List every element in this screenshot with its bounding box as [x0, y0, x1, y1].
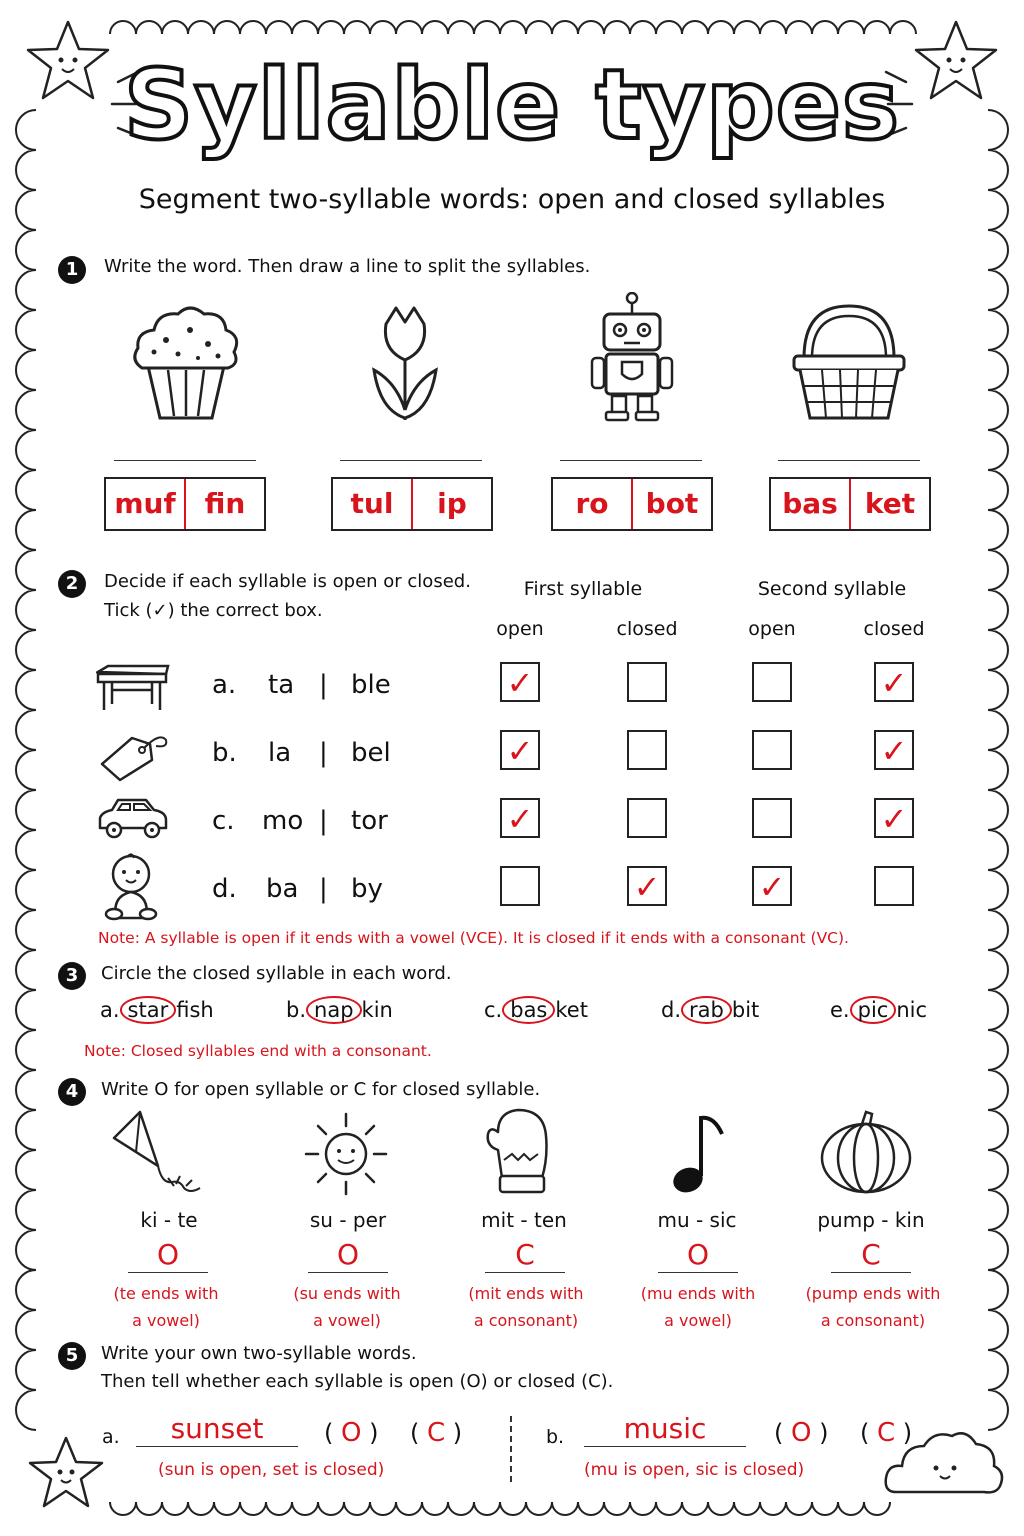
- cupcake-icon: [128, 300, 242, 422]
- circled-syllable[interactable]: nap: [306, 996, 362, 1024]
- syllable-separator: |: [319, 738, 328, 768]
- label-tag-icon: [98, 730, 170, 782]
- circle-word: e. pic nic: [830, 998, 928, 1022]
- answer-explanation: (pump ends with a consonant): [805, 1284, 941, 1330]
- section-5-number: 5: [58, 1342, 86, 1370]
- section-2-note: Note: A syllable is open if it ends with a vowel (VCE). It is closed if it ends with a consonant (VC).: [98, 929, 849, 947]
- syllable-part: ip: [411, 479, 491, 529]
- syllable-separator: |: [319, 806, 328, 836]
- tick-box[interactable]: [752, 662, 792, 702]
- syllable-word: su - per: [309, 1208, 387, 1232]
- closed-choice[interactable]: ( C ): [410, 1418, 463, 1448]
- open-header: open: [748, 618, 796, 640]
- tick-box[interactable]: ✓: [874, 662, 914, 702]
- circled-syllable[interactable]: star: [120, 996, 177, 1024]
- syllable-word: mit - ten: [481, 1208, 567, 1232]
- syllable-separator: |: [319, 670, 328, 700]
- syllable-separator: |: [319, 874, 328, 904]
- answer-field[interactable]: O: [658, 1238, 738, 1273]
- syllable-word: pump - kin: [817, 1208, 925, 1232]
- tick-box[interactable]: ✓: [874, 798, 914, 838]
- baby-icon: [104, 852, 158, 922]
- tick-box[interactable]: [627, 798, 667, 838]
- kite-icon: [110, 1110, 202, 1196]
- row-letter: c.: [212, 806, 235, 836]
- section-2-instruction: Decide if each syllable is open or closed.: [104, 571, 471, 592]
- car-icon: [96, 796, 170, 842]
- syllable-split-box: [769, 477, 931, 531]
- tick-box[interactable]: [500, 866, 540, 906]
- section-4-instruction: Write O for open syllable or C for closed syllable.: [101, 1079, 541, 1100]
- circle-word: a. star fish: [100, 998, 214, 1022]
- first-syllable: mo: [262, 806, 304, 836]
- syllable-part: ro: [575, 487, 609, 520]
- syllable-part: fin: [184, 479, 264, 529]
- syllable-part: ket: [849, 479, 929, 529]
- second-syllable: ble: [351, 670, 391, 700]
- divider: [510, 1416, 512, 1482]
- first-syllable: ta: [268, 670, 295, 700]
- tulip-icon: [370, 300, 440, 424]
- syllable-part: bas: [782, 487, 838, 520]
- section-4-number: 4: [58, 1078, 86, 1106]
- section-2-number: 2: [58, 570, 86, 598]
- syllable-part: tul: [350, 487, 394, 520]
- section-5-instruction: Write your own two-syllable words.: [101, 1343, 417, 1364]
- item-letter: a.: [102, 1426, 120, 1448]
- item-letter: b.: [546, 1426, 565, 1448]
- tick-box[interactable]: ✓: [500, 730, 540, 770]
- own-word-explanation: (mu is open, sic is closed): [584, 1460, 805, 1480]
- open-choice[interactable]: ( O ): [774, 1418, 829, 1448]
- write-line[interactable]: [560, 460, 702, 461]
- second-syllable: bel: [351, 738, 391, 768]
- closed-header: closed: [863, 618, 925, 640]
- basket-icon: [790, 302, 908, 424]
- tick-box[interactable]: ✓: [874, 730, 914, 770]
- section-2-instruction: Tick (✓) the correct box.: [104, 600, 323, 621]
- second-syllable-header: Second syllable: [757, 578, 907, 600]
- answer-explanation: (te ends with a vowel): [113, 1284, 219, 1330]
- syllable-part: bot: [631, 479, 711, 529]
- page-subtitle: Segment two-syllable words: open and closed syllables: [138, 184, 886, 215]
- syllable-word: ki - te: [140, 1208, 198, 1232]
- answer-field[interactable]: O: [308, 1238, 388, 1273]
- pumpkin-icon: [818, 1108, 914, 1194]
- syllable-word: mu - sic: [657, 1208, 737, 1232]
- answer-field[interactable]: C: [485, 1238, 565, 1273]
- tick-box[interactable]: [627, 662, 667, 702]
- tick-box[interactable]: [627, 730, 667, 770]
- write-line[interactable]: [340, 460, 482, 461]
- circled-syllable[interactable]: rab: [681, 996, 732, 1024]
- own-word-explanation: (sun is open, set is closed): [158, 1460, 385, 1480]
- tick-box[interactable]: ✓: [627, 866, 667, 906]
- row-letter: d.: [212, 874, 237, 904]
- tick-box[interactable]: ✓: [500, 798, 540, 838]
- syllable-part: muf: [114, 487, 176, 520]
- answer-field[interactable]: O: [128, 1238, 208, 1273]
- page-title: Syllable types: [124, 49, 900, 161]
- write-line[interactable]: [114, 460, 256, 461]
- tick-box[interactable]: [874, 866, 914, 906]
- tick-box[interactable]: [752, 798, 792, 838]
- section-3-instruction: Circle the closed syllable in each word.: [101, 963, 452, 984]
- closed-header: closed: [616, 618, 678, 640]
- write-line[interactable]: [778, 460, 920, 461]
- syllable-split-box: [331, 477, 493, 531]
- second-syllable: tor: [351, 806, 388, 836]
- open-header: open: [496, 618, 544, 640]
- row-letter: b.: [212, 738, 237, 768]
- tick-box[interactable]: ✓: [752, 866, 792, 906]
- first-syllable: la: [268, 738, 292, 768]
- open-choice[interactable]: ( O ): [324, 1418, 379, 1448]
- music-note-icon: [670, 1112, 726, 1196]
- circled-syllable[interactable]: pic: [850, 996, 897, 1024]
- sun-icon: [302, 1110, 390, 1198]
- tick-box[interactable]: ✓: [500, 662, 540, 702]
- own-word-field[interactable]: sunset: [136, 1412, 298, 1447]
- syllable-split-box: [551, 477, 713, 531]
- mitten-icon: [484, 1106, 554, 1196]
- tick-box[interactable]: [752, 730, 792, 770]
- circle-word: d. rab bit: [661, 998, 760, 1022]
- row-letter: a.: [212, 670, 237, 700]
- table-icon: [96, 664, 170, 712]
- circle-word: c. bas ket: [484, 998, 588, 1022]
- syllable-split-box: [104, 477, 266, 531]
- answer-explanation: (mit ends with a consonant): [468, 1284, 584, 1330]
- section-5-instruction: Then tell whether each syllable is open (O) or closed (C).: [101, 1371, 614, 1392]
- section-1-number: 1: [58, 256, 86, 284]
- circled-syllable[interactable]: bas: [502, 996, 555, 1024]
- section-3-note: Note: Closed syllables end with a consonant.: [84, 1042, 432, 1060]
- answer-field[interactable]: C: [831, 1238, 911, 1273]
- star-icon: [30, 1438, 102, 1506]
- circle-word: b. nap kin: [286, 998, 393, 1022]
- own-word-field[interactable]: music: [584, 1412, 746, 1447]
- section-1-instruction: Write the word. Then draw a line to split the syllables.: [104, 256, 591, 277]
- closed-choice[interactable]: ( C ): [860, 1418, 913, 1448]
- section-3-number: 3: [58, 962, 86, 990]
- answer-explanation: (su ends with a vowel): [293, 1284, 401, 1330]
- first-syllable: ba: [266, 874, 299, 904]
- robot-icon: [586, 292, 678, 424]
- second-syllable: by: [351, 874, 383, 904]
- first-syllable-header: First syllable: [523, 578, 643, 600]
- answer-explanation: (mu ends with a vowel): [640, 1284, 756, 1330]
